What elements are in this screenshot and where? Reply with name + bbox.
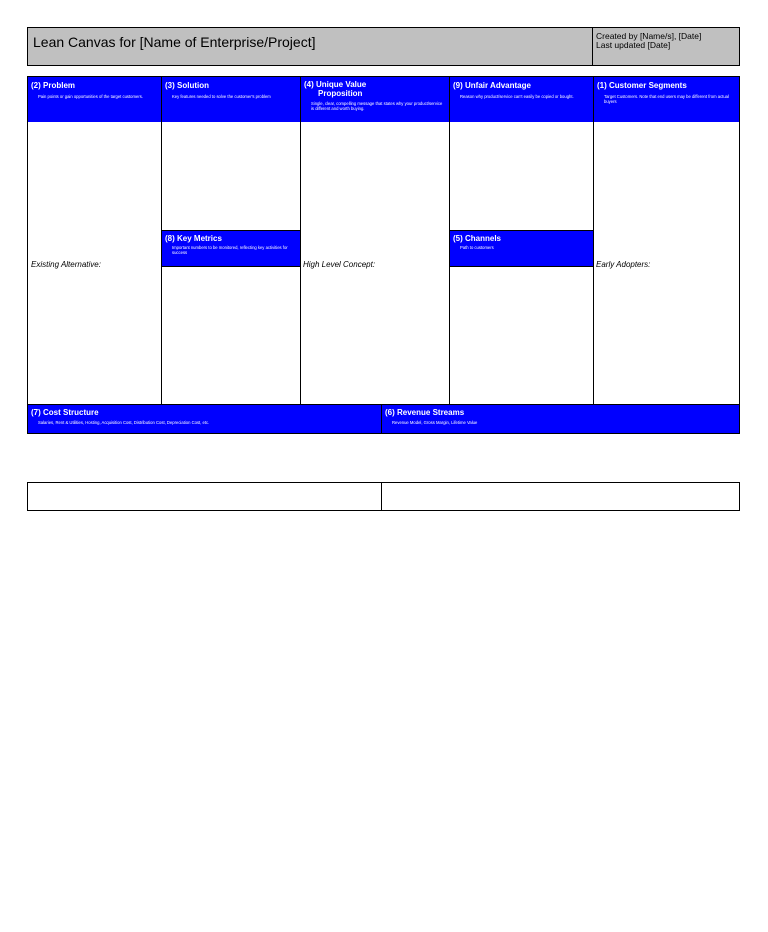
channels-header (449, 230, 594, 267)
early-adopters-label: Early Adopters: (596, 260, 651, 269)
existing-alternative-label: Existing Alternative: (31, 260, 101, 269)
channels-desc: Path to customers (460, 245, 494, 250)
cost-structure-desc: Salaries, Rent & Utilities, Hosting, Acquisition Cost, Distribution Cost, Depreciation Cost, etc. (38, 420, 210, 425)
problem-desc: Pain points or gain opportunities of the target customers. (38, 94, 143, 99)
revenue-streams-title: (6) Revenue Streams (385, 408, 465, 417)
customer-segments-desc: Target Customers. Note that end users may be different from actual buyers (604, 94, 729, 105)
created-by-cell (592, 27, 740, 66)
key-metrics-header (161, 230, 301, 267)
revenue-streams-body (381, 482, 740, 511)
channels-title: (5) Channels (453, 234, 502, 243)
uvp-title-line1: (4) Unique Value (304, 80, 367, 89)
canvas-title: Lean Canvas for [Name of Enterprise/Project] (33, 34, 316, 50)
key-metrics-title: (8) Key Metrics (165, 234, 222, 243)
unfair-advantage-title: (9) Unfair Advantage (453, 81, 531, 90)
solution-title: (3) Solution (165, 81, 209, 90)
key-metrics-desc: Important numbers to be monitored, reflecting key activities for success (172, 245, 288, 256)
customer-segments-title: (1) Customer Segments (597, 81, 687, 90)
high-level-concept-label: High Level Concept: (303, 260, 376, 269)
cost-structure-title: (7) Cost Structure (31, 408, 99, 417)
revenue-streams-header (381, 404, 740, 434)
revenue-streams-desc: Revenue Model, Gross Margin, Lifetime Value (392, 420, 478, 425)
unfair-advantage-header (450, 77, 593, 122)
uvp-block (300, 76, 450, 405)
created-by-text: Created by [Name/s], [Date] (596, 31, 702, 41)
uvp-header (301, 77, 449, 122)
unfair-advantage-desc: Reason why product/service can't easily be copied or bought. (460, 94, 574, 99)
problem-title: (2) Problem (31, 81, 76, 90)
customer-segments-block (593, 76, 740, 405)
canvas-title-cell (27, 27, 593, 66)
last-updated-text: Last updated [Date] (596, 40, 671, 50)
solution-header (162, 77, 300, 122)
customer-segments-header (594, 77, 739, 122)
solution-desc: Key features needed to solve the customer's problem (172, 94, 271, 99)
cost-structure-body (27, 482, 382, 511)
problem-block (27, 76, 162, 405)
uvp-title-line2: Proposition (318, 89, 363, 98)
uvp-desc: Single, clear, compelling message that states why your product/service is different and worth buying. (311, 101, 443, 112)
cost-structure-header (27, 404, 382, 434)
problem-header (28, 77, 161, 122)
